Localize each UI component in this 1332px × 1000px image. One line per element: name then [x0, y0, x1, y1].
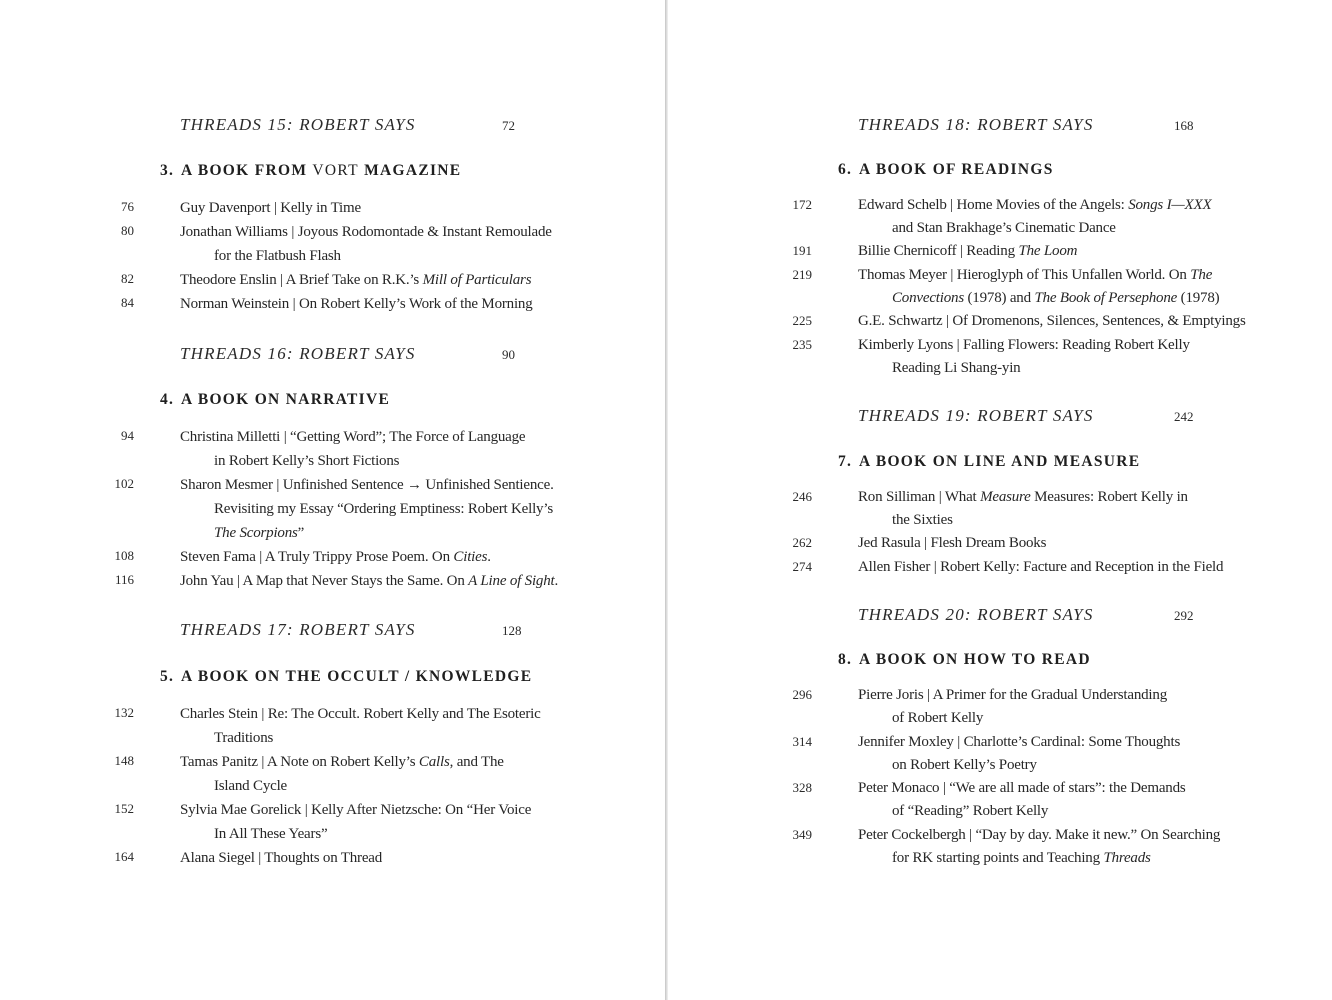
entry-text: Island Cycle — [214, 778, 287, 794]
entry-page-number: 349 — [792, 827, 812, 842]
entry-text: (1978) and — [963, 290, 1035, 306]
section-heading — [160, 668, 532, 686]
entry-text: Jed Rasula | Flesh Dream Books — [858, 535, 1047, 551]
entry-page-number: 102 — [114, 476, 134, 491]
entry-text: on Robert Kelly’s Poetry — [892, 757, 1037, 773]
entry-text: Peter Monaco | “We are all made of stars”: the Demands — [858, 780, 1186, 796]
toc-entry — [180, 750, 504, 798]
section-title: MAGAZINE — [358, 162, 462, 179]
toc-entry — [858, 731, 1180, 777]
entry-text: . — [554, 573, 559, 589]
entry-text: Charles Stein | Re: The Occult. Robert Kelly and The Esoteric — [180, 706, 541, 722]
work-title: Songs I—XXX — [1128, 197, 1212, 213]
entry-text: of “Reading” Robert Kelly — [892, 803, 1049, 819]
entry-line — [180, 473, 554, 497]
section-number: 3. — [160, 162, 175, 179]
entry-line — [858, 532, 1046, 555]
section-title: A BOOK ON NARRATIVE — [181, 391, 391, 408]
section-heading — [160, 391, 390, 409]
entry-page-number: 132 — [114, 705, 134, 720]
entry-text: John Yau | A Map that Never Stays the Same. On — [180, 573, 469, 589]
entry-line — [858, 777, 1186, 800]
toc-entry — [180, 702, 541, 750]
entry-continuation-line — [180, 726, 541, 750]
entry-page-number: 164 — [114, 849, 134, 864]
work-title: Threads — [1103, 850, 1151, 866]
entry-continuation-line — [180, 774, 504, 798]
entry-line — [180, 846, 382, 870]
entry-text: of Robert Kelly — [892, 710, 984, 726]
entry-text: Theodore Enslin | A Brief Take on R.K.’s — [180, 272, 423, 288]
entry-continuation-line — [858, 287, 1219, 310]
section-number: 4. — [160, 391, 175, 408]
entry-line — [858, 240, 1077, 263]
toc-entry — [858, 264, 1219, 310]
entry-continuation-line — [180, 244, 552, 268]
entry-text: Steven Fama | A Truly Trippy Prose Poem. On — [180, 549, 454, 565]
entry-text: Reading Li Shang-yin — [892, 360, 1021, 376]
work-title: Mill of Particulars — [422, 272, 532, 288]
entry-continuation-line — [858, 754, 1180, 777]
entry-page-number: 94 — [121, 428, 134, 443]
entry-continuation-line — [858, 847, 1220, 870]
toc-entry — [858, 777, 1186, 823]
entry-text: Edward Schelb | Home Movies of the Angels: — [858, 197, 1129, 213]
entry-page-number: 191 — [792, 243, 812, 258]
entry-page-number: 274 — [792, 559, 812, 574]
entry-page-number: 262 — [792, 535, 812, 550]
entry-page-number: 296 — [792, 687, 812, 702]
entry-line — [180, 569, 558, 593]
entry-line — [180, 702, 541, 726]
section-heading — [838, 161, 1054, 179]
entry-line — [858, 194, 1211, 217]
section-number: 5. — [160, 668, 175, 685]
entry-page-number: 328 — [792, 780, 812, 795]
toc-entry — [858, 486, 1188, 532]
work-title: Calls — [418, 754, 450, 770]
toc-entry — [180, 545, 491, 569]
entry-text: for RK starting points and Teaching — [892, 850, 1104, 866]
entry-text: Alana Siegel | Thoughts on Thread — [180, 850, 383, 866]
entry-text: In All These Years” — [214, 826, 328, 842]
work-title: The Book of Persephone — [1034, 290, 1178, 306]
entry-text: Allen Fisher | Robert Kelly: Facture and Reception in the Field — [858, 559, 1224, 575]
toc-entry — [180, 220, 552, 268]
entry-line — [858, 556, 1223, 579]
section-number: 7. — [838, 453, 853, 470]
work-title: A Line of Sight — [468, 573, 555, 589]
toc-entry — [858, 684, 1167, 730]
threads-page-number: 72 — [502, 118, 515, 133]
section-title: VORT — [312, 162, 359, 179]
toc-entry — [858, 532, 1046, 555]
entry-page-number: 108 — [114, 548, 134, 563]
section-heading — [160, 162, 461, 180]
work-title: Cities — [453, 549, 488, 565]
entry-line — [858, 731, 1180, 754]
entry-page-number: 82 — [121, 271, 134, 286]
entry-continuation-line — [180, 521, 554, 545]
entry-page-number: 84 — [121, 295, 134, 310]
entry-text: the Sixties — [892, 512, 953, 528]
right-page — [668, 0, 1332, 1000]
entry-text: Kimberly Lyons | Falling Flowers: Reading Robert Kelly — [858, 337, 1190, 353]
entry-text: Christina Milletti | “Getting Word”; The Force of Language — [180, 429, 526, 445]
work-title: The Loom — [1018, 243, 1078, 259]
entry-continuation-line — [858, 217, 1211, 240]
entry-page-number: 246 — [792, 489, 812, 504]
entry-text: Jennifer Moxley | Charlotte’s Cardinal: Some Thoughts — [858, 734, 1181, 750]
toc-entry — [858, 824, 1220, 870]
toc-entry — [858, 310, 1246, 333]
toc-entry — [180, 846, 382, 870]
toc-entry — [858, 240, 1077, 263]
section-heading — [838, 651, 1091, 669]
entry-text: (1978) — [1177, 290, 1220, 306]
work-title: Convections — [892, 290, 964, 306]
entry-continuation-line — [180, 497, 554, 521]
entry-page-number: 76 — [121, 199, 134, 214]
threads-heading: THREADS 18: ROBERT SAYS — [858, 115, 1094, 134]
entry-text: Peter Cockelbergh | “Day by day. Make it new.” On Searching — [858, 827, 1221, 843]
toc-entry — [180, 425, 525, 473]
section-title: A BOOK ON LINE AND MEASURE — [859, 453, 1141, 470]
entry-page-number: 225 — [792, 313, 812, 328]
entry-text: and Stan Brakhage’s Cinematic Dance — [892, 220, 1116, 236]
entry-line — [180, 196, 361, 220]
entry-text: Tamas Panitz | A Note on Robert Kelly’s — [180, 754, 419, 770]
entry-page-number: 148 — [114, 753, 134, 768]
entry-line — [180, 425, 525, 449]
entry-line — [858, 824, 1220, 847]
entry-text: Sharon Mesmer | Unfinished Sentence → Unfinished Sentience. — [180, 477, 554, 493]
threads-page-number: 90 — [502, 347, 515, 362]
entry-continuation-line — [858, 357, 1190, 380]
entry-page-number: 235 — [792, 337, 812, 352]
entry-page-number: 152 — [114, 801, 134, 816]
entry-line — [180, 545, 491, 569]
threads-heading: THREADS 17: ROBERT SAYS — [180, 620, 416, 639]
section-title: A BOOK FROM — [181, 162, 313, 179]
work-title: The — [1190, 267, 1213, 283]
entry-text: Guy Davenport | Kelly in Time — [180, 200, 361, 216]
entry-text: Billie Chernicoff | Reading — [858, 243, 1019, 259]
entry-text: in Robert Kelly’s Short Fictions — [214, 453, 400, 469]
entry-text: Sylvia Mae Gorelick | Kelly After Nietzsche: On “Her Voice — [180, 802, 532, 818]
entry-line — [180, 220, 552, 244]
section-number: 6. — [838, 161, 853, 178]
entry-text: Pierre Joris | A Primer for the Gradual Understanding — [858, 687, 1167, 703]
threads-page-number: 292 — [1174, 608, 1194, 623]
entry-page-number: 80 — [121, 223, 134, 238]
threads-heading: THREADS 15: ROBERT SAYS — [180, 115, 416, 134]
section-title: A BOOK ON THE OCCULT / KNOWLEDGE — [181, 668, 533, 685]
entry-text: Measures: Robert Kelly in — [1030, 489, 1188, 505]
entry-page-number: 219 — [792, 267, 812, 282]
entry-line — [180, 750, 504, 774]
entry-text: . — [487, 549, 491, 565]
entry-text: Norman Weinstein | On Robert Kelly’s Work of the Morning — [180, 296, 533, 312]
entry-line — [180, 268, 531, 292]
entry-text: Thomas Meyer | Hieroglyph of This Unfallen World. On — [858, 267, 1191, 283]
threads-heading: THREADS 19: ROBERT SAYS — [858, 406, 1094, 425]
toc-entry — [180, 798, 531, 846]
entry-line — [858, 486, 1188, 509]
entry-text: Ron Silliman | What — [858, 489, 981, 505]
section-title: A BOOK ON HOW TO READ — [859, 651, 1091, 668]
entry-line — [858, 310, 1246, 333]
toc-entry — [858, 194, 1211, 240]
entry-page-number: 314 — [792, 734, 812, 749]
entry-line — [858, 684, 1167, 707]
threads-heading: THREADS 20: ROBERT SAYS — [858, 605, 1094, 624]
entry-line — [180, 798, 531, 822]
threads-page-number: 168 — [1174, 118, 1194, 133]
entry-page-number: 116 — [114, 572, 134, 587]
toc-entry — [858, 334, 1190, 380]
entry-text: G.E. Schwartz | Of Dromenons, Silences, Sentences, & Emptyings — [858, 313, 1246, 329]
section-title: A BOOK OF READINGS — [859, 161, 1054, 178]
toc-entry — [180, 196, 361, 220]
entry-continuation-line — [858, 800, 1186, 823]
work-title: Measure — [980, 489, 1031, 505]
entry-text: Jonathan Williams | Joyous Rodomontade & Instant Remoulade — [180, 224, 552, 240]
toc-entry — [180, 292, 533, 316]
entry-text: Revisiting my Essay “Ordering Emptiness: Robert Kelly’s — [214, 501, 553, 517]
section-number: 8. — [838, 651, 853, 668]
work-title: The Scorpions — [214, 525, 298, 541]
entry-text: ” — [297, 525, 305, 541]
entry-continuation-line — [858, 707, 1167, 730]
entry-page-number: 172 — [792, 197, 812, 212]
toc-entry — [180, 268, 531, 292]
entry-continuation-line — [180, 822, 531, 846]
entry-text: Traditions — [214, 730, 274, 746]
entry-text: for the Flatbush Flash — [214, 248, 341, 264]
threads-page-number: 242 — [1174, 409, 1194, 424]
toc-entry — [180, 473, 554, 545]
entry-continuation-line — [858, 509, 1188, 532]
entry-line — [180, 292, 533, 316]
left-page — [0, 0, 665, 1000]
entry-line — [858, 264, 1219, 287]
section-heading — [838, 453, 1140, 471]
threads-heading: THREADS 16: ROBERT SAYS — [180, 344, 416, 363]
entry-continuation-line — [180, 449, 525, 473]
entry-text: , and The — [449, 754, 504, 770]
threads-page-number: 128 — [502, 623, 522, 638]
toc-entry — [180, 569, 558, 593]
toc-entry — [858, 556, 1223, 579]
entry-line — [858, 334, 1190, 357]
